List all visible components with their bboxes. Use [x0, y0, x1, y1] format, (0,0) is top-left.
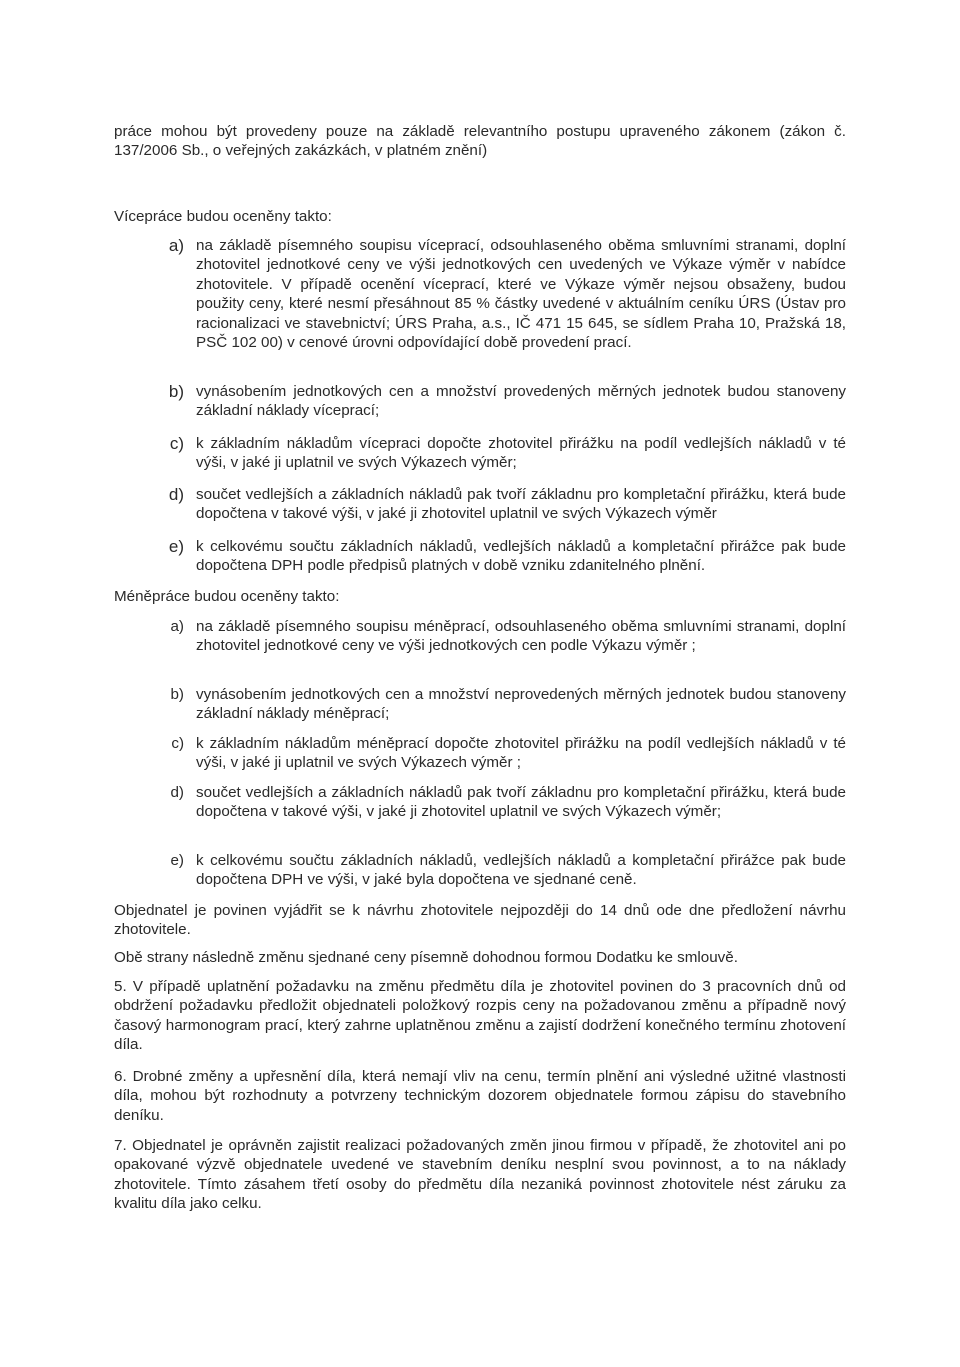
paragraph-dodatek: Obě strany následně změnu sjednané ceny písemně dohodnou formou Dodatku ke smlouvě. [114, 949, 738, 966]
item-text: k celkovému součtu základních nákladů, vedlejších nákladů a kompletační přirážce pak bude dopočtena DPH ve výši, v jaké byla dopočtena ve sjednané ceně. [196, 852, 846, 889]
paragraph-6: 6. Drobné změny a upřesnění díla, která nemají vliv na cenu, termín plnění ani výsledné užitné vlastnosti díla, mohou být rozhodnuty a potvrzeny technickým dozorem objednatele formou zápisu do stavebního deníku. [114, 1068, 846, 1124]
meneprace-item-a [114, 617, 846, 656]
item-text: k celkovému součtu základních nákladů, vedlejších nákladů a kompletační přirážce pak bude dopočtena DPH podle předpisů platných v době vzniku zdanitelného plnění. [196, 538, 846, 575]
vicprace-item-e [114, 537, 846, 576]
paragraph-7: 7. Objednatel je oprávněn zajistit realizaci požadovaných změn jinou firmou v případě, že zhotovitel ani po opakované výzvě objednatele uvedené ve stavebním deníku nesplní svou povinnost, a to na náklady zhotovitele. Tímto zásahem třetí osoby do předmětu díla nezaniká povinnost zhotovitele nést záruku za kvalitu díla jako celku. [114, 1137, 846, 1213]
vicprace-item-a [114, 236, 846, 352]
meneprace-item-b [114, 685, 846, 724]
meneprace-item-d [114, 783, 846, 822]
item-letter: a) [170, 618, 184, 635]
item-letter: a) [168, 236, 184, 255]
item-text: vynásobením jednotkových cen a množství neprovedených měrných jednotek budou stanoveny základní náklady méněprací; [196, 686, 846, 723]
item-text: na základě písemného soupisu víceprací, odsouhlaseného oběma smluvními stranami, doplní zhotovitel jednotkové ceny ve výši jednotkových cen uvedených ve Výkaze výměr v nabídce zhotovitele. V případě ocenění víceprací, které ve Výkaze výměr nejsou obsaženy, budou použity ceny, které nesmí přesáhnout 85 % částky uvedené v aktuálním ceníku ÚRS (Ústav pro racionalizaci ve stavebnictví; ÚRS Praha, a.s., IČ 471 15 645, se sídlem Praha 10, Pražská 18, PSČ 102 00) v cenové úrovni odpovídající době provedení prací. [196, 237, 846, 352]
meneprace-item-c [114, 734, 846, 773]
item-text: vynásobením jednotkových cen a množství provedených měrných jednotek budou stanoveny základní náklady víceprací; [196, 383, 846, 420]
paragraph-objednatel: Objednatel je povinen vyjádřit se k návrhu zhotovitele nejpozději do 14 dnů ode dne předložení návrhu zhotovitele. [114, 902, 846, 939]
vicprace-heading: Vícepráce budou oceněny takto: [114, 208, 332, 225]
item-letter: b) [170, 686, 184, 703]
item-letter: b) [168, 382, 184, 401]
item-text: k základním nákladům méněprací dopočte zhotovitel přirážku na podíl vedlejších nákladů v té výši, v jaké ji uplatnil ve svých Výkazech výměr ; [196, 735, 846, 772]
vicprace-item-c [114, 434, 846, 473]
item-letter: e) [168, 537, 184, 556]
item-letter: d) [168, 485, 184, 504]
vicprace-item-b [114, 382, 846, 421]
vicprace-item-d [114, 485, 846, 524]
item-text: na základě písemného soupisu méněprací, odsouhlaseného oběma smluvními stranami, doplní zhotovitel jednotkové ceny ve výši jednotkových cen podle Výkazu výměr ; [196, 618, 846, 655]
meneprace-item-e [114, 851, 846, 890]
item-letter: c) [171, 735, 184, 752]
item-text: součet vedlejších a základních nákladů pak tvoří základnu pro kompletační přirážku, která bude dopočtena v takové výši, v jaké ji zhotovitel uplatnil ve svých Výkazech výměr; [196, 784, 846, 821]
item-letter: c) [169, 434, 184, 453]
intro-paragraph: práce mohou být provedeny pouze na základě relevantního postupu upraveného zákonem (zákon č. 137/2006 Sb., o veřejných zakázkách, v platném znění) [114, 123, 846, 160]
meneprace-heading: Méněpráce budou oceněny takto: [114, 588, 340, 605]
item-text: k základním nákladům vícepraci dopočte zhotovitel přirážku na podíl vedlejších nákladů v té výši, v jaké ji uplatnil ve svých Výkazech výměr; [196, 435, 846, 472]
item-letter: d) [170, 784, 184, 801]
item-letter: e) [170, 852, 184, 869]
paragraph-5: 5. V případě uplatnění požadavku na změnu předmětu díla je zhotovitel povinen do 3 pracovních dnů od obdržení požadavku předložit objednateli položkový rozpis ceny na požadovanou změnu a případně nový časový harmonogram prací, který zahrne uplatněnou změnu a zajistí dodržení konečného termínu zhotovení díla. [114, 978, 846, 1054]
item-text: součet vedlejších a základních nákladů pak tvoří základnu pro kompletační přirážku, která bude dopočtena v takové výši, v jaké ji zhotovitel uplatnil ve svých Výkazech výměr [196, 486, 846, 523]
